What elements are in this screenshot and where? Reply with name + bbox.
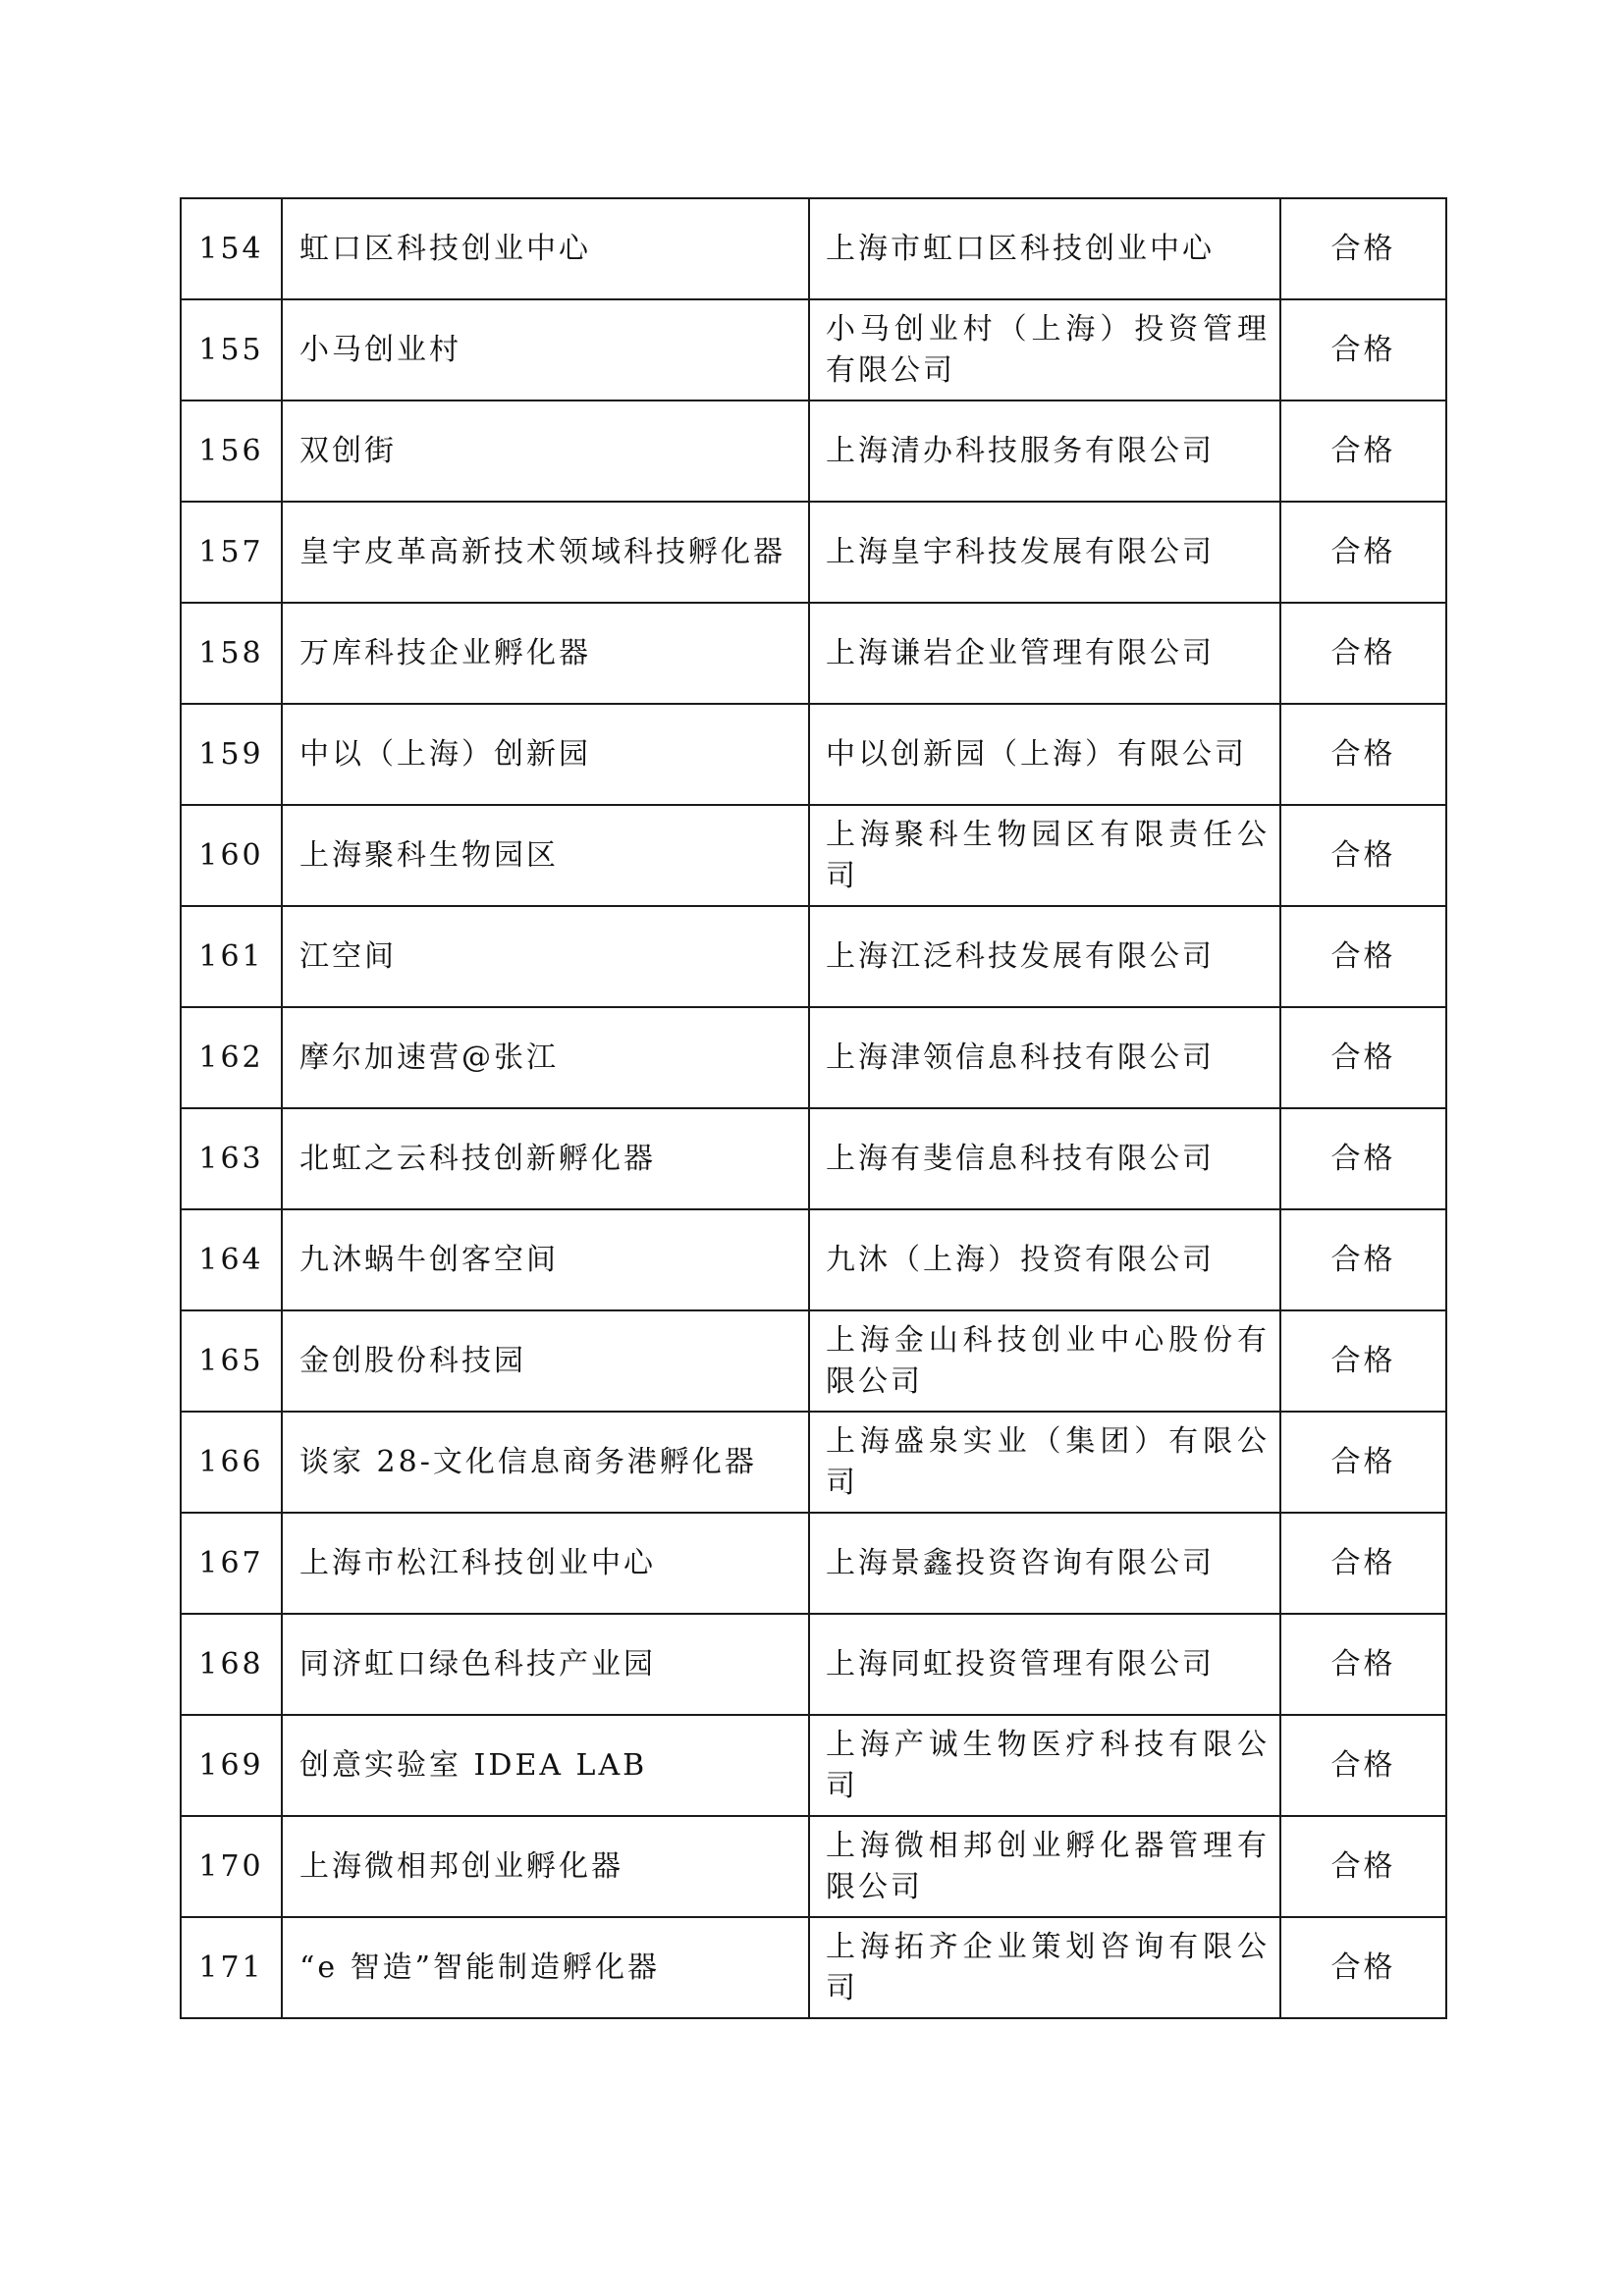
row-number: 161: [181, 906, 282, 1007]
table-row: [181, 1917, 1446, 2018]
table-row: [181, 299, 1446, 400]
table-row: [181, 906, 1446, 1007]
operating-organization: 上海盛泉实业（集团）有限公司: [809, 1412, 1280, 1513]
row-number: 162: [181, 1007, 282, 1108]
incubator-name: 小马创业村: [282, 299, 809, 400]
evaluation-result: 合格: [1280, 502, 1446, 603]
operating-organization: 上海拓齐企业策划咨询有限公司: [809, 1917, 1280, 2018]
operating-organization: 上海聚科生物园区有限责任公司: [809, 805, 1280, 906]
incubator-name: 双创街: [282, 400, 809, 502]
incubator-name: 虹口区科技创业中心: [282, 198, 809, 299]
incubator-name: 中以（上海）创新园: [282, 704, 809, 805]
table-row: [181, 198, 1446, 299]
incubator-name: 北虹之云科技创新孵化器: [282, 1108, 809, 1209]
incubator-name: 上海市松江科技创业中心: [282, 1513, 809, 1614]
table-row: [181, 1715, 1446, 1816]
evaluation-result: 合格: [1280, 906, 1446, 1007]
incubator-name: 金创股份科技园: [282, 1310, 809, 1412]
operating-organization: 上海清办科技服务有限公司: [809, 400, 1280, 502]
incubator-name: 万库科技企业孵化器: [282, 603, 809, 704]
operating-organization: 上海微相邦创业孵化器管理有限公司: [809, 1816, 1280, 1917]
row-number: 167: [181, 1513, 282, 1614]
row-number: 164: [181, 1209, 282, 1310]
operating-organization: 上海同虹投资管理有限公司: [809, 1614, 1280, 1715]
row-number: 169: [181, 1715, 282, 1816]
table-row: [181, 1816, 1446, 1917]
incubator-name: 上海聚科生物园区: [282, 805, 809, 906]
row-number: 154: [181, 198, 282, 299]
evaluation-result: 合格: [1280, 400, 1446, 502]
row-number: 170: [181, 1816, 282, 1917]
row-number: 168: [181, 1614, 282, 1715]
evaluation-result: 合格: [1280, 198, 1446, 299]
incubator-name: 谈家 28-文化信息商务港孵化器: [282, 1412, 809, 1513]
operating-organization: 上海市虹口区科技创业中心: [809, 198, 1280, 299]
table-row: [181, 603, 1446, 704]
evaluation-result: 合格: [1280, 1917, 1446, 2018]
incubator-evaluation-table: [180, 197, 1447, 2019]
row-number: 166: [181, 1412, 282, 1513]
row-number: 159: [181, 704, 282, 805]
evaluation-result: 合格: [1280, 1715, 1446, 1816]
row-number: 157: [181, 502, 282, 603]
evaluation-result: 合格: [1280, 1513, 1446, 1614]
operating-organization: 上海津领信息科技有限公司: [809, 1007, 1280, 1108]
evaluation-result: 合格: [1280, 1614, 1446, 1715]
table-row: [181, 1108, 1446, 1209]
incubator-name: 摩尔加速营@张江: [282, 1007, 809, 1108]
incubator-name: 创意实验室 IDEA LAB: [282, 1715, 809, 1816]
operating-organization: 上海景鑫投资咨询有限公司: [809, 1513, 1280, 1614]
table-row: [181, 704, 1446, 805]
evaluation-result: 合格: [1280, 1412, 1446, 1513]
evaluation-result: 合格: [1280, 1816, 1446, 1917]
table-row: [181, 1412, 1446, 1513]
operating-organization: 上海金山科技创业中心股份有限公司: [809, 1310, 1280, 1412]
row-number: 165: [181, 1310, 282, 1412]
operating-organization: 上海谦岩企业管理有限公司: [809, 603, 1280, 704]
operating-organization: 九沐（上海）投资有限公司: [809, 1209, 1280, 1310]
operating-organization: 上海产诚生物医疗科技有限公司: [809, 1715, 1280, 1816]
incubator-name: 上海微相邦创业孵化器: [282, 1816, 809, 1917]
evaluation-result: 合格: [1280, 805, 1446, 906]
incubator-name: 江空间: [282, 906, 809, 1007]
table-row: [181, 502, 1446, 603]
table-row: [181, 1310, 1446, 1412]
incubator-name: 皇宇皮革高新技术领域科技孵化器: [282, 502, 809, 603]
evaluation-result: 合格: [1280, 299, 1446, 400]
incubator-name: “e 智造”智能制造孵化器: [282, 1917, 809, 2018]
operating-organization: 中以创新园（上海）有限公司: [809, 704, 1280, 805]
evaluation-result: 合格: [1280, 603, 1446, 704]
row-number: 171: [181, 1917, 282, 2018]
operating-organization: 上海有斐信息科技有限公司: [809, 1108, 1280, 1209]
operating-organization: 上海皇宇科技发展有限公司: [809, 502, 1280, 603]
table-row: [181, 805, 1446, 906]
incubator-name: 九沐蜗牛创客空间: [282, 1209, 809, 1310]
evaluation-result: 合格: [1280, 1310, 1446, 1412]
row-number: 163: [181, 1108, 282, 1209]
evaluation-result: 合格: [1280, 1209, 1446, 1310]
table-row: [181, 1513, 1446, 1614]
evaluation-result: 合格: [1280, 1007, 1446, 1108]
incubator-name: 同济虹口绿色科技产业园: [282, 1614, 809, 1715]
operating-organization: 小马创业村（上海）投资管理有限公司: [809, 299, 1280, 400]
operating-organization: 上海江泛科技发展有限公司: [809, 906, 1280, 1007]
row-number: 158: [181, 603, 282, 704]
row-number: 155: [181, 299, 282, 400]
row-number: 160: [181, 805, 282, 906]
table-row: [181, 1614, 1446, 1715]
evaluation-result: 合格: [1280, 704, 1446, 805]
row-number: 156: [181, 400, 282, 502]
table-row: [181, 1007, 1446, 1108]
evaluation-result: 合格: [1280, 1108, 1446, 1209]
table-row: [181, 400, 1446, 502]
table-row: [181, 1209, 1446, 1310]
